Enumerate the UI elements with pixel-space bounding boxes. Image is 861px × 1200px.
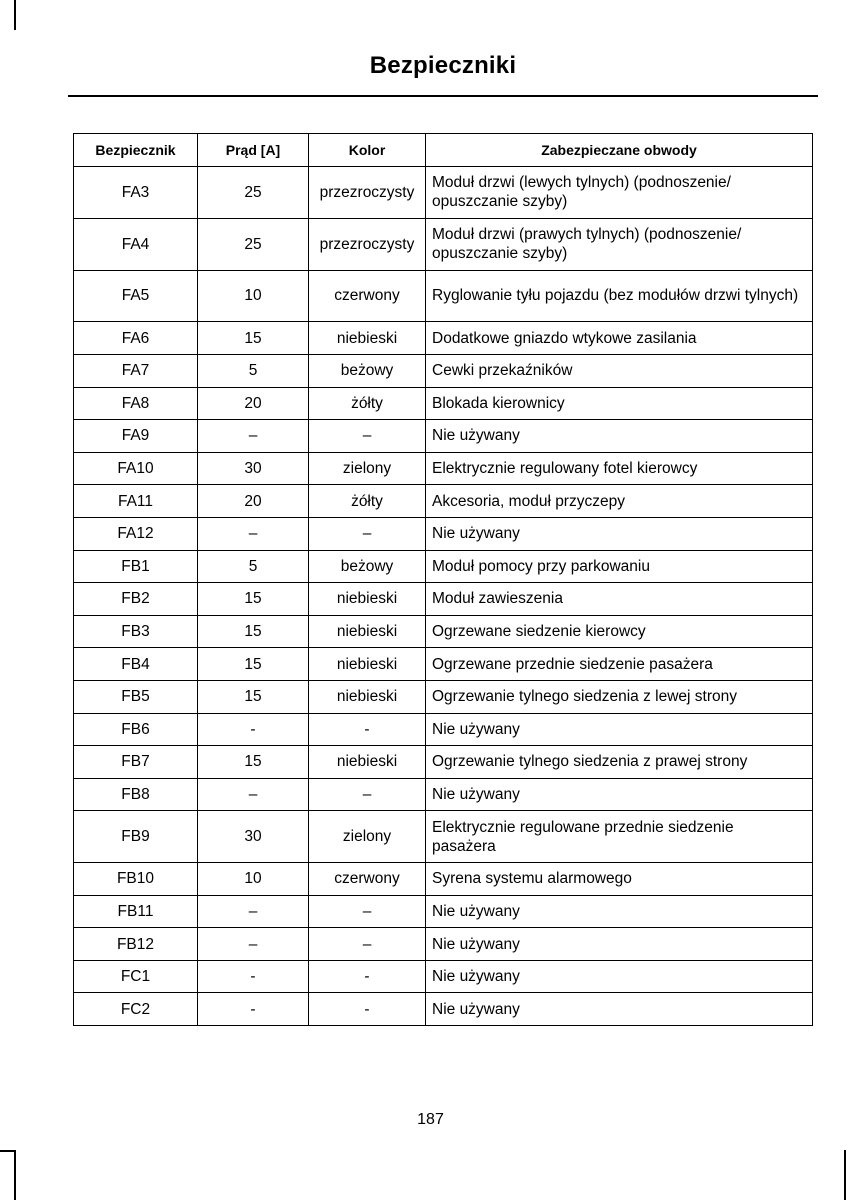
- current-cell: 10: [198, 270, 309, 322]
- circuits-cell: Blokada kierownicy: [426, 387, 813, 420]
- color-cell: –: [309, 517, 426, 550]
- fuse-cell: FA6: [74, 322, 198, 355]
- table-row: [74, 517, 813, 550]
- color-cell: niebieski: [309, 746, 426, 779]
- table-row: [74, 680, 813, 713]
- color-cell: żółty: [309, 387, 426, 420]
- table-row: [74, 387, 813, 420]
- color-cell: czerwony: [309, 270, 426, 322]
- page-title: Bezpieczniki: [369, 52, 517, 79]
- fuse-cell: FB4: [74, 648, 198, 681]
- circuits-cell: Ogrzewane siedzenie kierowcy: [426, 615, 813, 648]
- circuits-cell: Nie używany: [426, 778, 813, 811]
- table-row: [74, 993, 813, 1026]
- fuse-cell: FA9: [74, 420, 198, 453]
- header-color: Kolor: [309, 134, 426, 167]
- current-cell: 25: [198, 167, 309, 219]
- color-cell: zielony: [309, 452, 426, 485]
- crop-mark-bottom-right: [844, 1150, 846, 1200]
- current-cell: -: [198, 713, 309, 746]
- current-cell: 20: [198, 485, 309, 518]
- color-cell: -: [309, 993, 426, 1026]
- color-cell: –: [309, 928, 426, 961]
- color-cell: niebieski: [309, 322, 426, 355]
- title-divider: [68, 95, 818, 97]
- current-cell: 15: [198, 746, 309, 779]
- current-cell: 15: [198, 615, 309, 648]
- crop-mark-bottom-left-vertical: [14, 1150, 16, 1200]
- crop-mark-top-left: [14, 0, 16, 30]
- current-cell: 15: [198, 648, 309, 681]
- circuits-cell: Ogrzewane przednie siedzenie pasażera: [426, 648, 813, 681]
- fuse-cell: FB11: [74, 895, 198, 928]
- table-row: [74, 218, 813, 270]
- fuse-cell: FB3: [74, 615, 198, 648]
- color-cell: zielony: [309, 811, 426, 863]
- current-cell: –: [198, 928, 309, 961]
- current-cell: -: [198, 960, 309, 993]
- circuits-cell: Moduł pomocy przy parkowaniu: [426, 550, 813, 583]
- color-cell: beżowy: [309, 354, 426, 387]
- fuse-cell: FA11: [74, 485, 198, 518]
- fuse-cell: FB2: [74, 583, 198, 616]
- color-cell: –: [309, 778, 426, 811]
- circuits-cell: Akcesoria, moduł przyczepy: [426, 485, 813, 518]
- circuits-cell: Moduł drzwi (prawych tylnych) (podnoszenie/ opuszczanie szyby): [426, 218, 813, 270]
- page-number: 187: [417, 1111, 444, 1128]
- current-cell: 5: [198, 354, 309, 387]
- fuse-table: [73, 133, 813, 1026]
- current-cell: -: [198, 993, 309, 1026]
- circuits-cell: Moduł drzwi (lewych tylnych) (podnoszenie/ opuszczanie szyby): [426, 167, 813, 219]
- current-cell: 30: [198, 811, 309, 863]
- current-cell: 5: [198, 550, 309, 583]
- fuse-cell: FB8: [74, 778, 198, 811]
- circuits-cell: Nie używany: [426, 960, 813, 993]
- table-row: [74, 167, 813, 219]
- current-cell: –: [198, 895, 309, 928]
- current-cell: –: [198, 420, 309, 453]
- fuse-cell: FB12: [74, 928, 198, 961]
- circuits-cell: Moduł zawieszenia: [426, 583, 813, 616]
- table-row: [74, 778, 813, 811]
- color-cell: -: [309, 960, 426, 993]
- current-cell: 15: [198, 322, 309, 355]
- circuits-cell: Nie używany: [426, 928, 813, 961]
- current-cell: –: [198, 517, 309, 550]
- table-row: [74, 928, 813, 961]
- fuse-cell: FB6: [74, 713, 198, 746]
- fuse-cell: FB5: [74, 680, 198, 713]
- color-cell: niebieski: [309, 680, 426, 713]
- table-row: [74, 485, 813, 518]
- color-cell: niebieski: [309, 583, 426, 616]
- fuse-cell: FA4: [74, 218, 198, 270]
- current-cell: 10: [198, 863, 309, 896]
- current-cell: 25: [198, 218, 309, 270]
- current-cell: 15: [198, 583, 309, 616]
- current-cell: 15: [198, 680, 309, 713]
- color-cell: beżowy: [309, 550, 426, 583]
- color-cell: czerwony: [309, 863, 426, 896]
- table-row: [74, 746, 813, 779]
- circuits-cell: Nie używany: [426, 420, 813, 453]
- fuse-cell: FB9: [74, 811, 198, 863]
- fuse-cell: FA7: [74, 354, 198, 387]
- color-cell: żółty: [309, 485, 426, 518]
- table-row: [74, 420, 813, 453]
- table-row: [74, 452, 813, 485]
- current-cell: –: [198, 778, 309, 811]
- table-row: [74, 354, 813, 387]
- table-row: [74, 960, 813, 993]
- color-cell: przezroczysty: [309, 167, 426, 219]
- fuse-cell: FC2: [74, 993, 198, 1026]
- fuse-cell: FB7: [74, 746, 198, 779]
- table-row: [74, 713, 813, 746]
- crop-mark-bottom-left-horizontal: [0, 1150, 15, 1152]
- current-cell: 30: [198, 452, 309, 485]
- fuse-cell: FB1: [74, 550, 198, 583]
- fuse-cell: FB10: [74, 863, 198, 896]
- circuits-cell: Ogrzewanie tylnego siedzenia z prawej strony: [426, 746, 813, 779]
- circuits-cell: Elektrycznie regulowane przednie siedzenie pasażera: [426, 811, 813, 863]
- fuse-cell: FA12: [74, 517, 198, 550]
- table-row: [74, 863, 813, 896]
- table-row: [74, 615, 813, 648]
- circuits-cell: Nie używany: [426, 993, 813, 1026]
- circuits-cell: Cewki przekaźników: [426, 354, 813, 387]
- table-row: [74, 322, 813, 355]
- header-fuse: Bezpiecznik: [74, 134, 198, 167]
- fuse-cell: FA3: [74, 167, 198, 219]
- circuits-cell: Ryglowanie tyłu pojazdu (bez modułów drzwi tylnych): [426, 270, 813, 322]
- table-row: [74, 811, 813, 863]
- fuse-cell: FA5: [74, 270, 198, 322]
- table-row: [74, 583, 813, 616]
- current-cell: 20: [198, 387, 309, 420]
- color-cell: -: [309, 713, 426, 746]
- header-current: Prąd [A]: [198, 134, 309, 167]
- color-cell: przezroczysty: [309, 218, 426, 270]
- circuits-cell: Nie używany: [426, 895, 813, 928]
- color-cell: –: [309, 420, 426, 453]
- circuits-cell: Dodatkowe gniazdo wtykowe zasilania: [426, 322, 813, 355]
- fuse-cell: FA8: [74, 387, 198, 420]
- table-header-row: [74, 134, 813, 167]
- header-circuits: Zabezpieczane obwody: [426, 134, 813, 167]
- color-cell: niebieski: [309, 648, 426, 681]
- table-row: [74, 648, 813, 681]
- circuits-cell: Elektrycznie regulowany fotel kierowcy: [426, 452, 813, 485]
- circuits-cell: Nie używany: [426, 517, 813, 550]
- table-row: [74, 895, 813, 928]
- color-cell: niebieski: [309, 615, 426, 648]
- fuse-cell: FC1: [74, 960, 198, 993]
- circuits-cell: Syrena systemu alarmowego: [426, 863, 813, 896]
- table-row: [74, 270, 813, 322]
- circuits-cell: Nie używany: [426, 713, 813, 746]
- table-row: [74, 550, 813, 583]
- color-cell: –: [309, 895, 426, 928]
- fuse-cell: FA10: [74, 452, 198, 485]
- circuits-cell: Ogrzewanie tylnego siedzenia z lewej strony: [426, 680, 813, 713]
